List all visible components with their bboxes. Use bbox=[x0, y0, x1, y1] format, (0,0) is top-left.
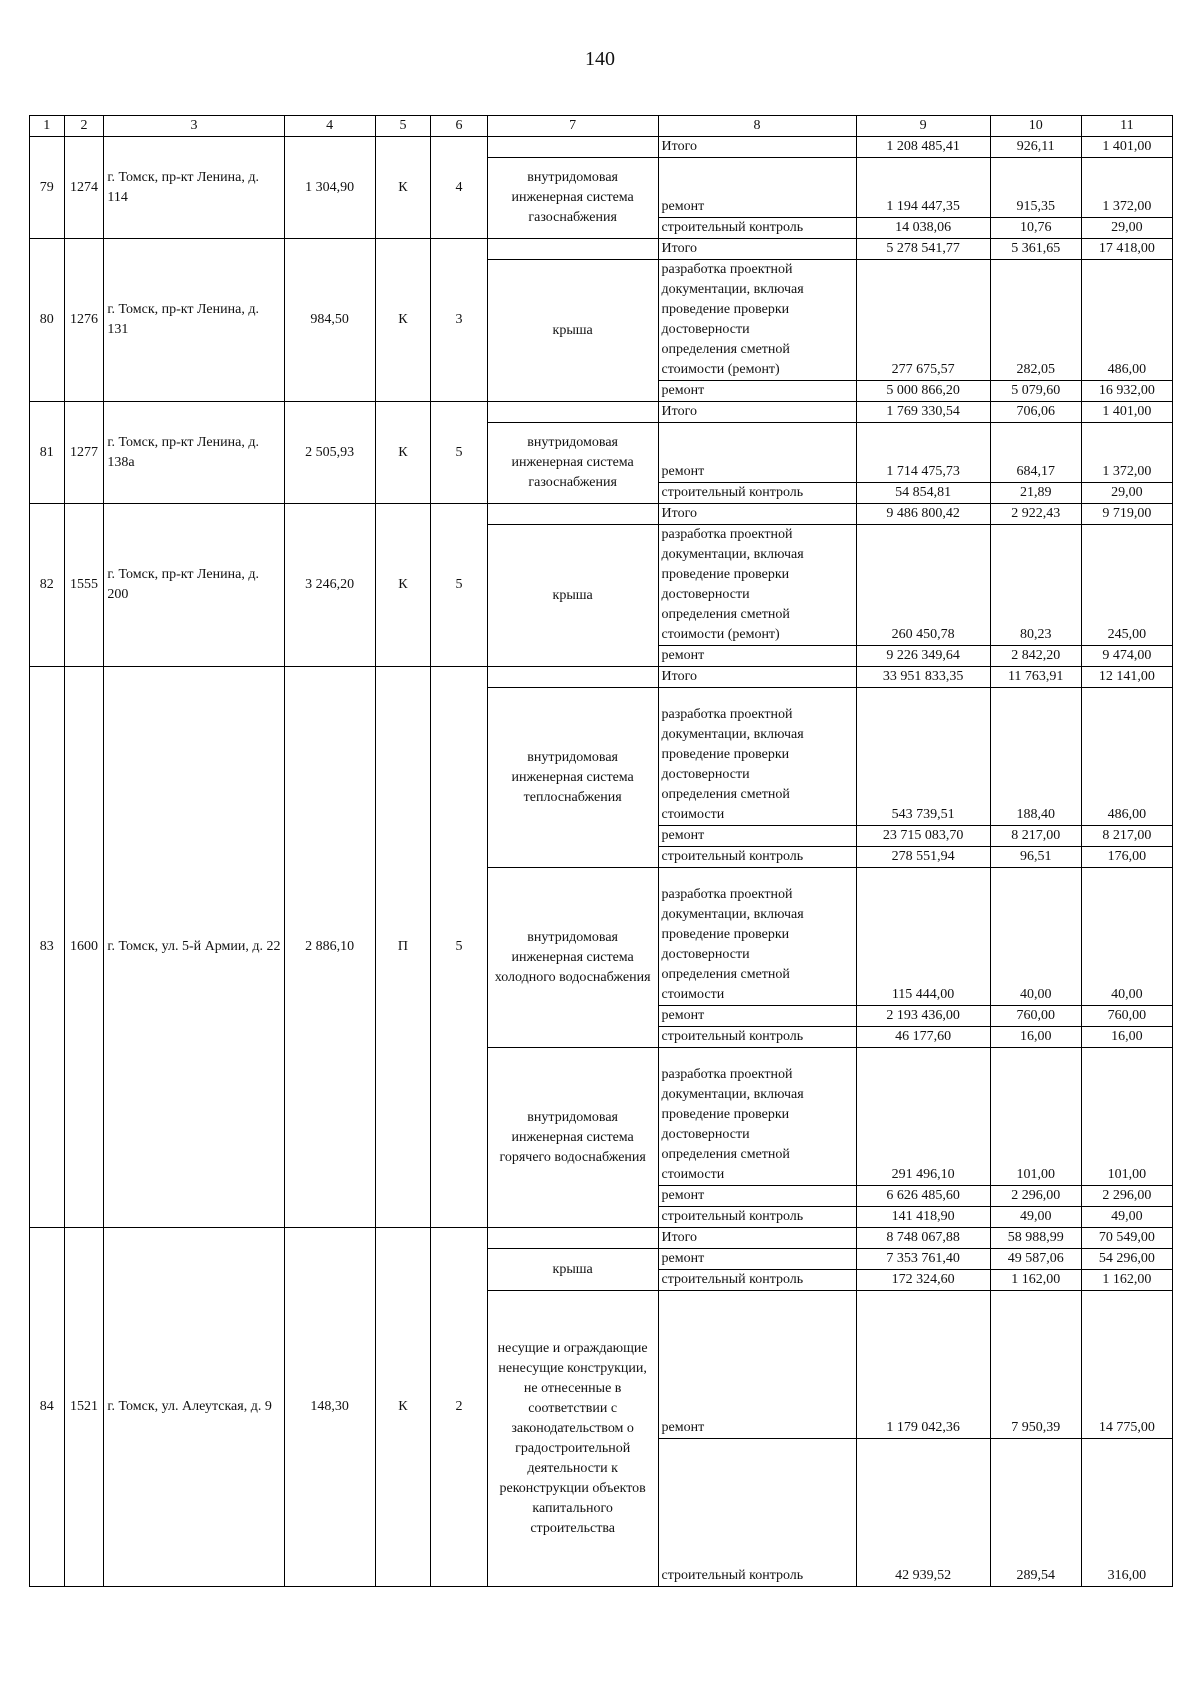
total-label: Итого bbox=[658, 402, 856, 423]
work-type: ремонт bbox=[658, 423, 856, 483]
structural-element: крыша bbox=[487, 260, 658, 402]
work-per-sqm: 5 079,60 bbox=[990, 381, 1081, 402]
record-code: 1521 bbox=[64, 1228, 104, 1587]
work-type: разработка проектной документации, включая проведение проверки достоверности определения сметной стоимости bbox=[658, 868, 856, 1006]
work-type: строительный контроль bbox=[658, 847, 856, 868]
work-amount: 5 000 866,20 bbox=[856, 381, 990, 402]
record-code: 1274 bbox=[64, 137, 104, 239]
work-per-sqm: 10,76 bbox=[990, 218, 1081, 239]
work-amount: 1 179 042,36 bbox=[856, 1291, 990, 1439]
total-per-sqm: 926,11 bbox=[990, 137, 1081, 158]
work-amount: 1 194 447,35 bbox=[856, 158, 990, 218]
work-type: ремонт bbox=[658, 1006, 856, 1027]
table-body bbox=[30, 116, 1173, 1587]
record-number: 83 bbox=[30, 667, 65, 1228]
work-limit: 486,00 bbox=[1081, 688, 1172, 826]
col-num: 5 bbox=[375, 116, 431, 137]
record-floors: 5 bbox=[431, 504, 488, 667]
table-row bbox=[30, 667, 1173, 688]
col-num: 11 bbox=[1081, 116, 1172, 137]
record-code: 1600 bbox=[64, 667, 104, 1228]
record-code: 1555 bbox=[64, 504, 104, 667]
work-per-sqm: 96,51 bbox=[990, 847, 1081, 868]
repair-register-table bbox=[29, 115, 1173, 1587]
work-limit: 9 474,00 bbox=[1081, 646, 1172, 667]
total-limit: 12 141,00 bbox=[1081, 667, 1172, 688]
total-label: Итого bbox=[658, 1228, 856, 1249]
work-type: ремонт bbox=[658, 158, 856, 218]
work-amount: 115 444,00 bbox=[856, 868, 990, 1006]
col-num: 9 bbox=[856, 116, 990, 137]
work-type: ремонт bbox=[658, 1291, 856, 1439]
empty-cell bbox=[487, 504, 658, 525]
record-area: 148,30 bbox=[284, 1228, 375, 1587]
table-row bbox=[30, 239, 1173, 260]
work-per-sqm: 684,17 bbox=[990, 423, 1081, 483]
work-amount: 278 551,94 bbox=[856, 847, 990, 868]
empty-cell bbox=[487, 137, 658, 158]
total-per-sqm: 58 988,99 bbox=[990, 1228, 1081, 1249]
total-label: Итого bbox=[658, 239, 856, 260]
table-row bbox=[30, 137, 1173, 158]
col-num: 7 bbox=[487, 116, 658, 137]
total-amount: 1 769 330,54 bbox=[856, 402, 990, 423]
work-limit: 29,00 bbox=[1081, 218, 1172, 239]
work-type: ремонт bbox=[658, 381, 856, 402]
record-number: 80 bbox=[30, 239, 65, 402]
record-number: 82 bbox=[30, 504, 65, 667]
work-amount: 9 226 349,64 bbox=[856, 646, 990, 667]
record-type: К bbox=[375, 504, 431, 667]
work-type: строительный контроль bbox=[658, 1027, 856, 1048]
work-amount: 2 193 436,00 bbox=[856, 1006, 990, 1027]
work-limit: 49,00 bbox=[1081, 1207, 1172, 1228]
structural-element: внутридомовая инженерная система горячего водоснабжения bbox=[487, 1048, 658, 1228]
work-limit: 16 932,00 bbox=[1081, 381, 1172, 402]
record-address: г. Томск, пр-кт Ленина, д. 131 bbox=[104, 239, 284, 402]
work-amount: 42 939,52 bbox=[856, 1439, 990, 1587]
total-per-sqm: 2 922,43 bbox=[990, 504, 1081, 525]
work-type: строительный контроль bbox=[658, 218, 856, 239]
work-amount: 54 854,81 bbox=[856, 483, 990, 504]
work-limit: 29,00 bbox=[1081, 483, 1172, 504]
total-per-sqm: 5 361,65 bbox=[990, 239, 1081, 260]
table-row bbox=[30, 1228, 1173, 1249]
record-code: 1277 bbox=[64, 402, 104, 504]
record-floors: 2 bbox=[431, 1228, 488, 1587]
total-amount: 8 748 067,88 bbox=[856, 1228, 990, 1249]
structural-element: внутридомовая инженерная система газоснабжения bbox=[487, 423, 658, 504]
record-area: 1 304,90 bbox=[284, 137, 375, 239]
record-area: 3 246,20 bbox=[284, 504, 375, 667]
record-type: П bbox=[375, 667, 431, 1228]
total-amount: 1 208 485,41 bbox=[856, 137, 990, 158]
work-limit: 14 775,00 bbox=[1081, 1291, 1172, 1439]
total-amount: 5 278 541,77 bbox=[856, 239, 990, 260]
total-label: Итого bbox=[658, 667, 856, 688]
work-limit: 40,00 bbox=[1081, 868, 1172, 1006]
work-per-sqm: 80,23 bbox=[990, 525, 1081, 646]
record-type: К bbox=[375, 239, 431, 402]
page-number: 140 bbox=[585, 48, 615, 70]
work-type: разработка проектной документации, включая проведение проверки достоверности определения сметной стоимости bbox=[658, 688, 856, 826]
work-amount: 6 626 485,60 bbox=[856, 1186, 990, 1207]
work-amount: 172 324,60 bbox=[856, 1270, 990, 1291]
work-per-sqm: 49,00 bbox=[990, 1207, 1081, 1228]
work-limit: 486,00 bbox=[1081, 260, 1172, 381]
col-num: 1 bbox=[30, 116, 65, 137]
work-type: ремонт bbox=[658, 646, 856, 667]
record-floors: 5 bbox=[431, 402, 488, 504]
work-limit: 2 296,00 bbox=[1081, 1186, 1172, 1207]
work-limit: 176,00 bbox=[1081, 847, 1172, 868]
work-per-sqm: 101,00 bbox=[990, 1048, 1081, 1186]
work-limit: 8 217,00 bbox=[1081, 826, 1172, 847]
record-address: г. Томск, пр-кт Ленина, д. 138а bbox=[104, 402, 284, 504]
col-num: 3 bbox=[104, 116, 284, 137]
total-limit: 1 401,00 bbox=[1081, 137, 1172, 158]
work-limit: 1 162,00 bbox=[1081, 1270, 1172, 1291]
structural-element: внутридомовая инженерная система газоснабжения bbox=[487, 158, 658, 239]
record-area: 2 886,10 bbox=[284, 667, 375, 1228]
work-limit: 16,00 bbox=[1081, 1027, 1172, 1048]
total-limit: 1 401,00 bbox=[1081, 402, 1172, 423]
empty-cell bbox=[487, 1228, 658, 1249]
work-amount: 46 177,60 bbox=[856, 1027, 990, 1048]
record-floors: 4 bbox=[431, 137, 488, 239]
record-type: К bbox=[375, 1228, 431, 1587]
work-type: разработка проектной документации, включая проведение проверки достоверности определения сметной стоимости bbox=[658, 1048, 856, 1186]
total-limit: 17 418,00 bbox=[1081, 239, 1172, 260]
work-amount: 1 714 475,73 bbox=[856, 423, 990, 483]
total-per-sqm: 706,06 bbox=[990, 402, 1081, 423]
work-limit: 54 296,00 bbox=[1081, 1249, 1172, 1270]
work-per-sqm: 21,89 bbox=[990, 483, 1081, 504]
empty-cell bbox=[487, 667, 658, 688]
record-number: 81 bbox=[30, 402, 65, 504]
work-type: строительный контроль bbox=[658, 1439, 856, 1587]
work-per-sqm: 282,05 bbox=[990, 260, 1081, 381]
work-type: разработка проектной документации, включая проведение проверки достоверности определения сметной стоимости (ремонт) bbox=[658, 260, 856, 381]
record-address: г. Томск, пр-кт Ленина, д. 200 bbox=[104, 504, 284, 667]
work-type: строительный контроль bbox=[658, 1207, 856, 1228]
record-type: К bbox=[375, 402, 431, 504]
work-type: строительный контроль bbox=[658, 1270, 856, 1291]
record-floors: 5 bbox=[431, 667, 488, 1228]
record-area: 984,50 bbox=[284, 239, 375, 402]
record-type: К bbox=[375, 137, 431, 239]
col-num: 2 bbox=[64, 116, 104, 137]
work-limit: 760,00 bbox=[1081, 1006, 1172, 1027]
work-limit: 1 372,00 bbox=[1081, 158, 1172, 218]
record-address: г. Томск, ул. 5-й Армии, д. 22 bbox=[104, 667, 284, 1228]
structural-element: крыша bbox=[487, 1249, 658, 1291]
work-limit: 101,00 bbox=[1081, 1048, 1172, 1186]
total-limit: 9 719,00 bbox=[1081, 504, 1172, 525]
total-per-sqm: 11 763,91 bbox=[990, 667, 1081, 688]
work-type: ремонт bbox=[658, 1186, 856, 1207]
structural-element: внутридомовая инженерная система холодного водоснабжения bbox=[487, 868, 658, 1048]
total-label: Итого bbox=[658, 137, 856, 158]
table-row bbox=[30, 402, 1173, 423]
work-amount: 14 038,06 bbox=[856, 218, 990, 239]
work-per-sqm: 16,00 bbox=[990, 1027, 1081, 1048]
record-number: 84 bbox=[30, 1228, 65, 1587]
work-amount: 260 450,78 bbox=[856, 525, 990, 646]
table-row bbox=[30, 504, 1173, 525]
work-amount: 7 353 761,40 bbox=[856, 1249, 990, 1270]
work-per-sqm: 2 296,00 bbox=[990, 1186, 1081, 1207]
work-limit: 316,00 bbox=[1081, 1439, 1172, 1587]
empty-cell bbox=[487, 239, 658, 260]
work-per-sqm: 1 162,00 bbox=[990, 1270, 1081, 1291]
work-per-sqm: 760,00 bbox=[990, 1006, 1081, 1027]
work-type: строительный контроль bbox=[658, 483, 856, 504]
work-limit: 1 372,00 bbox=[1081, 423, 1172, 483]
column-number-row bbox=[30, 116, 1173, 137]
record-number: 79 bbox=[30, 137, 65, 239]
work-per-sqm: 915,35 bbox=[990, 158, 1081, 218]
total-limit: 70 549,00 bbox=[1081, 1228, 1172, 1249]
record-address: г. Томск, пр-кт Ленина, д. 114 bbox=[104, 137, 284, 239]
record-floors: 3 bbox=[431, 239, 488, 402]
structural-element: крыша bbox=[487, 525, 658, 667]
record-area: 2 505,93 bbox=[284, 402, 375, 504]
work-per-sqm: 49 587,06 bbox=[990, 1249, 1081, 1270]
work-type: ремонт bbox=[658, 826, 856, 847]
work-type: ремонт bbox=[658, 1249, 856, 1270]
work-amount: 141 418,90 bbox=[856, 1207, 990, 1228]
col-num: 4 bbox=[284, 116, 375, 137]
total-amount: 33 951 833,35 bbox=[856, 667, 990, 688]
work-limit: 245,00 bbox=[1081, 525, 1172, 646]
empty-cell bbox=[487, 402, 658, 423]
col-num: 6 bbox=[431, 116, 488, 137]
work-per-sqm: 289,54 bbox=[990, 1439, 1081, 1587]
col-num: 8 bbox=[658, 116, 856, 137]
work-amount: 277 675,57 bbox=[856, 260, 990, 381]
work-per-sqm: 40,00 bbox=[990, 868, 1081, 1006]
work-amount: 291 496,10 bbox=[856, 1048, 990, 1186]
structural-element: несущие и ограждающие ненесущие конструкции, не отнесенные в соответствии с законодательством о градостроительной деятельности к реконструкции объектов капитального строительства bbox=[487, 1291, 658, 1587]
work-amount: 543 739,51 bbox=[856, 688, 990, 826]
structural-element: внутридомовая инженерная система теплоснабжения bbox=[487, 688, 658, 868]
record-address: г. Томск, ул. Алеутская, д. 9 bbox=[104, 1228, 284, 1587]
work-per-sqm: 8 217,00 bbox=[990, 826, 1081, 847]
work-per-sqm: 2 842,20 bbox=[990, 646, 1081, 667]
total-label: Итого bbox=[658, 504, 856, 525]
record-code: 1276 bbox=[64, 239, 104, 402]
work-type: разработка проектной документации, включая проведение проверки достоверности определения сметной стоимости (ремонт) bbox=[658, 525, 856, 646]
work-per-sqm: 7 950,39 bbox=[990, 1291, 1081, 1439]
col-num: 10 bbox=[990, 116, 1081, 137]
work-amount: 23 715 083,70 bbox=[856, 826, 990, 847]
work-per-sqm: 188,40 bbox=[990, 688, 1081, 826]
total-amount: 9 486 800,42 bbox=[856, 504, 990, 525]
